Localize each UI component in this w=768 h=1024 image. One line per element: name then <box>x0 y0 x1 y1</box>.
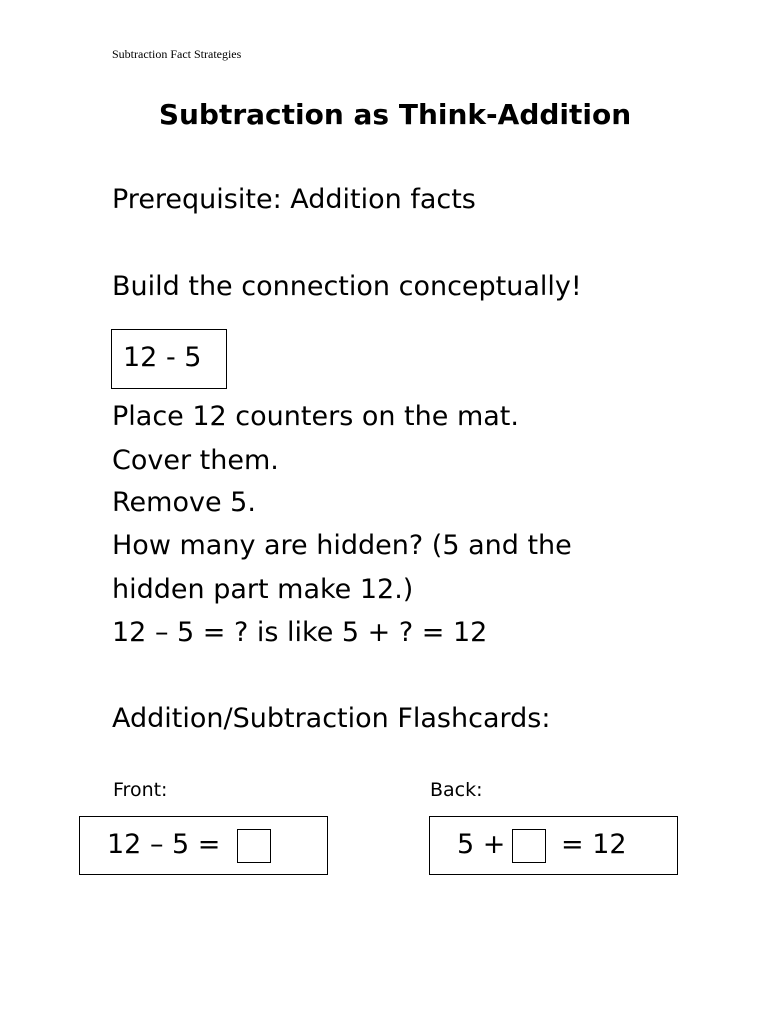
front-flashcard <box>79 816 328 875</box>
back-card-left-text: 5 + <box>457 829 506 860</box>
step-line: Remove 5. <box>112 487 256 518</box>
answer-blank <box>237 829 271 863</box>
flashcards-heading: Addition/Subtraction Flashcards: <box>112 703 551 734</box>
page-title: Subtraction as Think-Addition <box>158 98 632 131</box>
answer-blank <box>512 829 546 863</box>
step-line: Cover them. <box>112 445 279 476</box>
step-line: 12 – 5 = ? is like 5 + ? = 12 <box>112 617 488 648</box>
front-label: Front: <box>113 779 168 801</box>
step-line: hidden part make 12.) <box>112 574 414 605</box>
step-line: Place 12 counters on the mat. <box>112 401 519 432</box>
example-equation-box <box>111 329 227 389</box>
back-label: Back: <box>430 779 483 801</box>
back-card-right-text: = 12 <box>561 829 627 860</box>
prerequisite-text: Prerequisite: Addition facts <box>112 184 476 215</box>
page-header: Subtraction Fact Strategies <box>112 47 242 61</box>
example-equation: 12 - 5 <box>123 342 202 373</box>
front-card-text: 12 – 5 = <box>107 829 221 860</box>
step-line: How many are hidden? (5 and the <box>112 530 572 561</box>
build-connection-text: Build the connection conceptually! <box>112 271 582 302</box>
back-flashcard <box>429 816 678 875</box>
